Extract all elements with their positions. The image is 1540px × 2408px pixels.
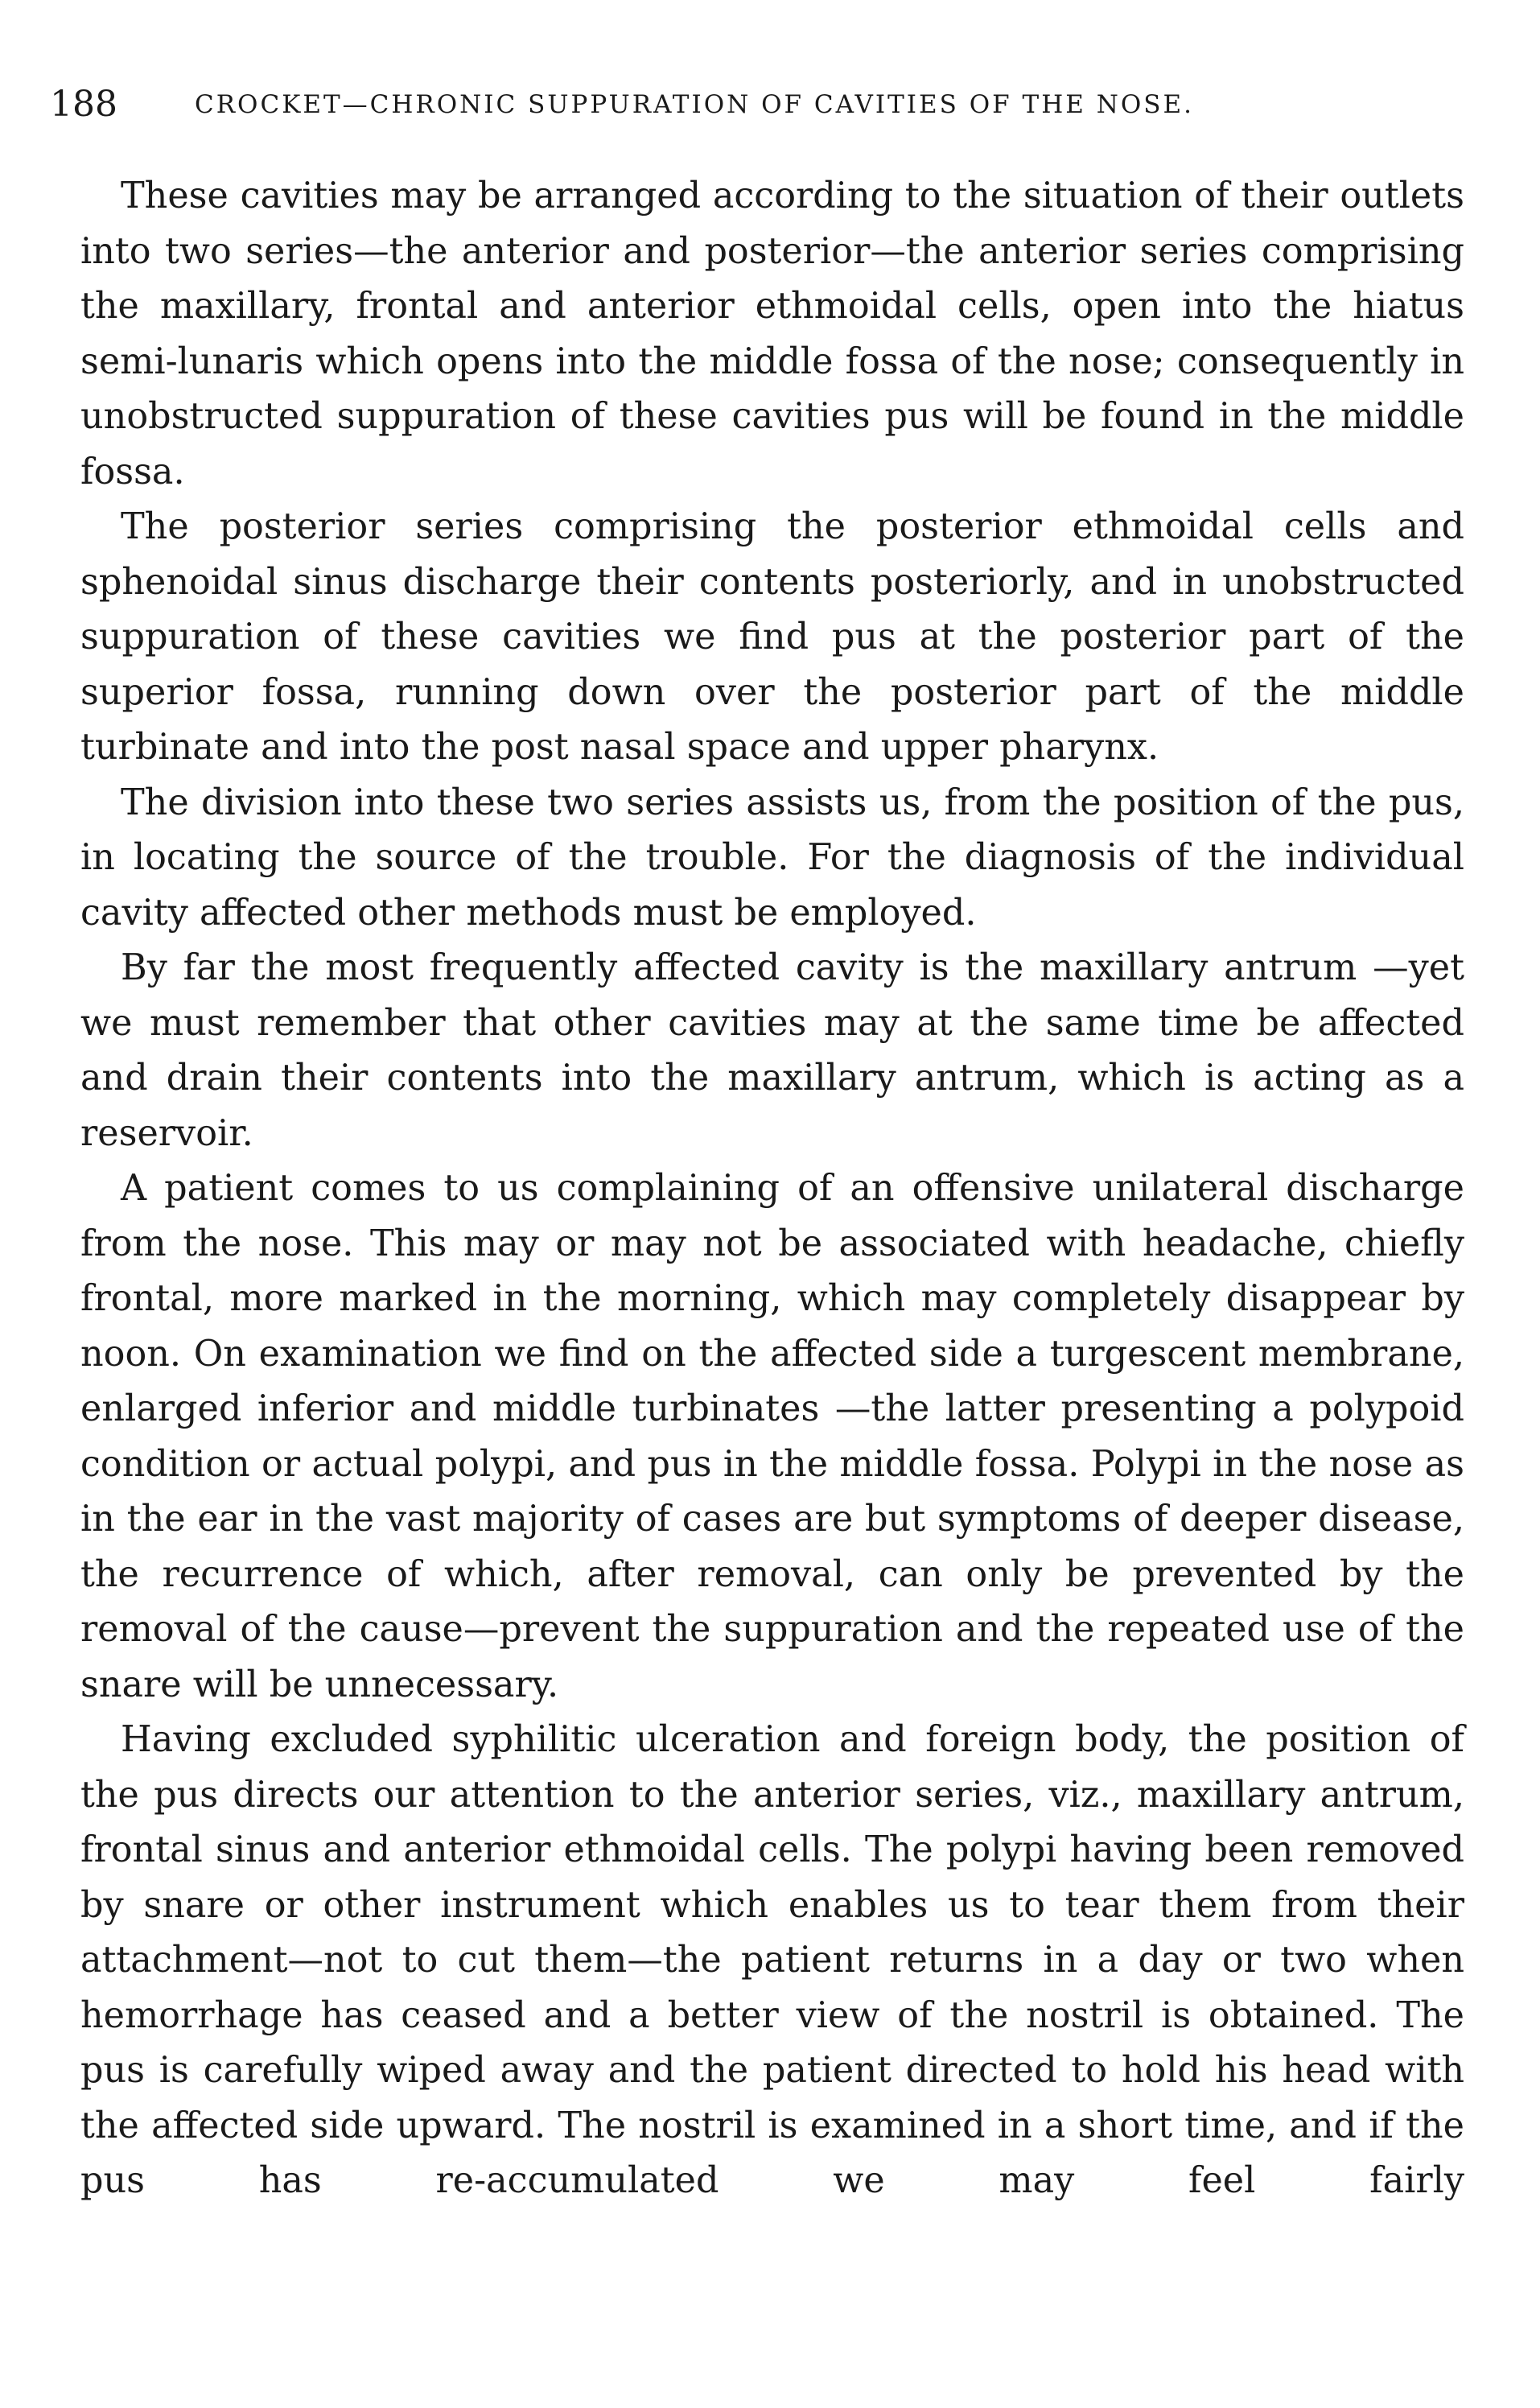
paragraph-2: The posterior series comprising the posterior ethmoidal cells and sphenoidal sinus discharge their contents posteriorly, and in unobstructed suppuration of these cavities we find pus at the posterior part of the superior fossa, running down over the posterior part of the middle turbinate and into the post nasal space and upper pharynx. (80, 506, 1464, 768)
page-header (50, 80, 1490, 129)
paragraph-3: The division into these two series assists us, from the position of the pus, in locating the source of the trouble. For the diagnosis of the individual cavity affected other methods must be employed. (80, 781, 1464, 934)
page-number: 188 (50, 84, 117, 125)
body-text (80, 169, 1464, 2209)
paragraph-4: By far the most frequently affected cavity is the maxillary antrum —yet we must remember that other cavities may at the same time be affected and drain their contents into the maxillary antrum, which is acting as a reservoir. (80, 947, 1464, 1154)
paragraph-5: A patient comes to us complaining of an offensive unilateral discharge from the nose. This may or may not be associated with headache, chiefly frontal, more marked in the morning, which may completely disappear by noon. On examination we find on the affected side a turgescent membrane, enlarged inferior and middle turbinates —the latter presenting a polypoid condition or actual polypi, and pus in the middle fossa. Polypi in the nose as in the ear in the vast majority of cases are but symptoms of deeper disease, the recurrence of which, after removal, can only be prevented by the removal of the cause—prevent the suppuration and the repeated use of the snare will be unnecessary. (80, 1168, 1464, 1705)
paragraph-1: These cavities may be arranged according to the situation of their outlets into two series—the anterior and posterior—the anterior series comprising the maxillary, frontal and anterior ethmoidal cells, open into the hiatus semi-lunaris which opens into the middle fossa of the nose; consequently in unobstructed suppuration of these cavities pus will be found in the middle fossa. (80, 175, 1464, 493)
paragraph-6: Having excluded syphilitic ulceration and foreign body, the position of the pus directs our attention to the anterior series, viz., maxillary antrum, frontal sinus and anterior ethmoidal cells. The polypi having been removed by snare or other instrument which enables us to tear them from their attachment—not to cut them—the patient returns in a day or two when hemorrhage has ceased and a better view of the nostril is obtained. The pus is carefully wiped away and the patient directed to hold his head with the affected side upward. The nostril is examined in a short time, and if the pus has re-accumulated we may feel fairly (80, 1719, 1464, 2201)
running-title: CROCKET—CHRONIC SUPPURATION OF CAVITIES OF THE NOSE. (195, 90, 1194, 119)
